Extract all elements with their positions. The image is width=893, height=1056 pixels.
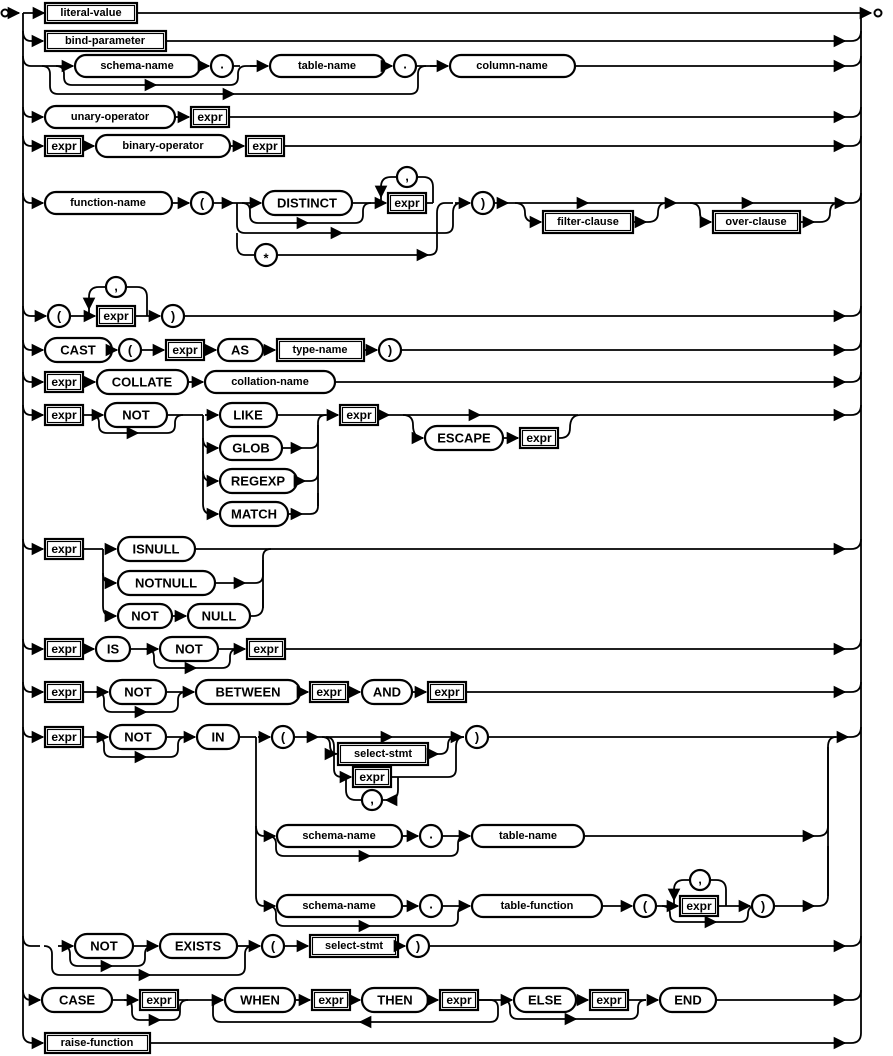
null-label: NULL bbox=[201, 608, 237, 624]
node-filter-clause[interactable] bbox=[543, 211, 633, 233]
node-expr[interactable] bbox=[246, 136, 284, 156]
alt-null-tests bbox=[23, 537, 861, 628]
node-close-paren bbox=[407, 935, 429, 957]
schema-name-label: schema-name bbox=[100, 60, 174, 72]
diagram-rails bbox=[2, 10, 882, 1044]
expr-label: expr bbox=[197, 110, 223, 124]
match-label: MATCH bbox=[231, 506, 277, 522]
node-expr[interactable] bbox=[353, 767, 391, 787]
node-in bbox=[197, 725, 239, 749]
node-comma bbox=[690, 870, 710, 890]
expr-label: expr bbox=[51, 139, 77, 153]
operator-collect-rail bbox=[318, 415, 326, 506]
node-type-name[interactable] bbox=[277, 339, 364, 361]
expr-label: expr bbox=[394, 196, 420, 210]
left-rail bbox=[23, 13, 33, 1043]
node-expr[interactable] bbox=[45, 639, 83, 659]
alt-column-reference bbox=[23, 55, 861, 94]
exists-label: EXISTS bbox=[174, 938, 222, 954]
node-bind-parameter[interactable] bbox=[45, 31, 166, 51]
node-unary-operator bbox=[45, 106, 175, 128]
not-label: NOT bbox=[90, 938, 118, 954]
in-collect-rail bbox=[828, 737, 836, 826]
close-paren-label: ) bbox=[415, 938, 421, 954]
alt-case bbox=[23, 988, 861, 1022]
node-glob bbox=[220, 436, 282, 460]
expr-label: expr bbox=[316, 685, 342, 699]
null-collect-rail bbox=[263, 549, 271, 608]
select-stmt-label: select-stmt bbox=[324, 940, 384, 952]
node-column-name bbox=[450, 55, 575, 77]
node-regexp bbox=[220, 469, 297, 493]
close-paren-label: ) bbox=[760, 898, 766, 914]
node-expr[interactable] bbox=[45, 136, 83, 156]
expr-label: expr bbox=[252, 139, 278, 153]
expr-label: expr bbox=[103, 309, 129, 323]
node-collation-name bbox=[205, 371, 335, 393]
when-label: WHEN bbox=[240, 992, 280, 1008]
node-like bbox=[220, 403, 277, 427]
alt-function-call bbox=[23, 167, 861, 266]
operator-branch-rail bbox=[203, 415, 218, 514]
node-between bbox=[196, 680, 300, 704]
open-paren-label: ( bbox=[199, 195, 205, 211]
node-open-paren bbox=[48, 305, 70, 327]
is-label: IS bbox=[106, 641, 120, 657]
table-name-label: table-name bbox=[498, 830, 558, 842]
close-paren-label: ) bbox=[387, 342, 393, 358]
alt-exists bbox=[23, 934, 861, 975]
binary-operator-label: binary-operator bbox=[122, 140, 204, 152]
expr-label: expr bbox=[172, 343, 198, 357]
notnull-label: NOTNULL bbox=[134, 575, 198, 591]
node-close-paren bbox=[379, 339, 401, 361]
else-label: ELSE bbox=[528, 992, 562, 1008]
not-label: NOT bbox=[124, 684, 152, 700]
node-close-paren bbox=[162, 305, 184, 327]
node-open-paren bbox=[262, 935, 284, 957]
open-paren-label: ( bbox=[280, 729, 286, 745]
node-not bbox=[160, 637, 218, 661]
alt-in bbox=[23, 725, 861, 926]
schema-name-label: schema-name bbox=[302, 900, 376, 912]
node-function-name bbox=[45, 192, 172, 214]
node-expr[interactable] bbox=[97, 306, 135, 326]
node-and bbox=[362, 680, 412, 704]
dot-label: . bbox=[429, 826, 433, 842]
expr-label: expr bbox=[51, 730, 77, 744]
node-star bbox=[255, 244, 277, 266]
node-expr[interactable] bbox=[590, 990, 628, 1010]
node-case bbox=[42, 988, 112, 1012]
expr-label: expr bbox=[434, 685, 460, 699]
node-expr[interactable] bbox=[388, 193, 426, 213]
node-dot-4 bbox=[420, 895, 442, 917]
expr-label: expr bbox=[446, 993, 472, 1007]
unary-operator-label: unary-operator bbox=[70, 111, 150, 123]
alt-cast bbox=[23, 338, 861, 362]
node-expr[interactable] bbox=[520, 428, 558, 448]
expr-label: expr bbox=[51, 375, 77, 389]
in-label: IN bbox=[211, 729, 225, 745]
alt-binary bbox=[23, 135, 861, 157]
comma-label: , bbox=[698, 871, 702, 887]
not-label: NOT bbox=[175, 641, 203, 657]
table-name-label: table-name bbox=[297, 60, 357, 72]
node-expr[interactable] bbox=[428, 682, 466, 702]
close-paren-label: ) bbox=[474, 729, 480, 745]
node-open-paren bbox=[634, 895, 656, 917]
case-label: CASE bbox=[58, 992, 96, 1008]
expr-label: expr bbox=[146, 993, 172, 1007]
node-not bbox=[118, 604, 172, 628]
over-clause-label: over-clause bbox=[725, 216, 787, 228]
open-paren-label: ( bbox=[642, 898, 648, 914]
expr-label: expr bbox=[526, 431, 552, 445]
type-name-label: type-name bbox=[292, 344, 348, 356]
node-is bbox=[96, 637, 130, 661]
comma-label: , bbox=[370, 791, 374, 807]
between-label: BETWEEN bbox=[215, 684, 281, 700]
node-expr[interactable] bbox=[247, 639, 285, 659]
node-null bbox=[188, 604, 250, 628]
cast-label: CAST bbox=[60, 342, 96, 358]
node-table-name bbox=[472, 825, 584, 847]
node-expr[interactable] bbox=[440, 990, 478, 1010]
node-open-paren bbox=[119, 339, 141, 361]
node-expr[interactable] bbox=[680, 896, 718, 916]
expr-label: expr bbox=[51, 642, 77, 656]
collation-name-label: collation-name bbox=[231, 376, 309, 388]
node-open-paren bbox=[272, 726, 294, 748]
node-comma bbox=[362, 790, 382, 810]
node-close-paren bbox=[472, 192, 494, 214]
node-not bbox=[105, 403, 167, 427]
node-raise-function[interactable] bbox=[45, 1033, 150, 1053]
node-then bbox=[362, 988, 428, 1012]
node-not bbox=[110, 680, 166, 704]
node-dot-1 bbox=[211, 55, 233, 77]
node-end bbox=[660, 988, 716, 1012]
alt-is bbox=[23, 637, 861, 668]
table-function-label: table-function bbox=[500, 900, 574, 912]
expr-label: expr bbox=[686, 899, 712, 913]
node-expr[interactable] bbox=[45, 682, 83, 702]
node-close-paren bbox=[752, 895, 774, 917]
node-over-clause[interactable] bbox=[713, 211, 800, 233]
node-dot-2 bbox=[394, 55, 416, 77]
node-else bbox=[514, 988, 576, 1012]
expr-label: expr bbox=[51, 408, 77, 422]
and-label: AND bbox=[372, 684, 402, 700]
node-not bbox=[110, 725, 166, 749]
open-paren-label: ( bbox=[270, 938, 276, 954]
node-expr[interactable] bbox=[45, 372, 83, 392]
not-label: NOT bbox=[122, 407, 150, 423]
node-select-stmt[interactable] bbox=[310, 935, 398, 957]
comma-label: , bbox=[405, 168, 409, 184]
node-binary-operator bbox=[96, 135, 230, 157]
expr-label: expr bbox=[253, 642, 279, 656]
star-label: * bbox=[263, 250, 269, 266]
node-distinct bbox=[263, 191, 352, 215]
close-paren-label: ) bbox=[170, 308, 176, 324]
node-dot-3 bbox=[420, 825, 442, 847]
node-match bbox=[220, 502, 288, 526]
node-expr[interactable] bbox=[140, 990, 178, 1010]
node-isnull bbox=[118, 537, 195, 561]
regexp-label: REGEXP bbox=[230, 473, 286, 489]
node-select-stmt[interactable] bbox=[338, 743, 428, 765]
node-not bbox=[75, 934, 133, 958]
node-expr[interactable] bbox=[312, 990, 350, 1010]
alt-unary bbox=[23, 106, 861, 128]
node-literal-value[interactable] bbox=[45, 3, 137, 23]
function-name-label: function-name bbox=[70, 197, 146, 209]
end-label: END bbox=[674, 992, 702, 1008]
alt-literal-value bbox=[23, 3, 861, 23]
distinct-label: DISTINCT bbox=[277, 195, 337, 211]
node-notnull bbox=[118, 571, 215, 595]
raise-function-label: raise-function bbox=[60, 1037, 134, 1049]
node-expr[interactable] bbox=[45, 727, 83, 747]
filter-clause-label: filter-clause bbox=[557, 216, 619, 228]
schema-name-label: schema-name bbox=[302, 830, 376, 842]
node-as bbox=[218, 339, 263, 361]
exit-terminal-circle bbox=[875, 10, 882, 17]
alt-raise-function bbox=[33, 1033, 861, 1053]
dot-label: . bbox=[220, 56, 224, 72]
node-table-name bbox=[270, 55, 385, 77]
node-open-paren bbox=[191, 192, 213, 214]
as-label: AS bbox=[230, 342, 250, 358]
node-schema-name bbox=[277, 895, 402, 917]
node-exists bbox=[160, 934, 237, 958]
expr-label: expr bbox=[318, 993, 344, 1007]
expr-label: expr bbox=[346, 408, 372, 422]
node-expr[interactable] bbox=[310, 682, 348, 702]
open-paren-label: ( bbox=[56, 308, 62, 324]
expr-label: expr bbox=[51, 685, 77, 699]
node-comma bbox=[106, 277, 126, 297]
node-close-paren bbox=[466, 726, 488, 748]
alt-between bbox=[23, 680, 861, 712]
node-when bbox=[225, 988, 295, 1012]
alt-like-glob-regexp-match bbox=[23, 403, 861, 526]
node-collate bbox=[97, 370, 188, 394]
like-label: LIKE bbox=[233, 407, 263, 423]
entry-terminal-circle bbox=[2, 10, 9, 17]
not-label: NOT bbox=[124, 729, 152, 745]
node-table-function bbox=[472, 895, 602, 917]
alt-paren-expr-list bbox=[23, 277, 861, 327]
node-escape bbox=[425, 426, 503, 450]
select-stmt-label: select-stmt bbox=[353, 748, 413, 760]
node-expr[interactable] bbox=[166, 340, 204, 360]
node-comma bbox=[397, 167, 417, 187]
not-label: NOT bbox=[131, 608, 159, 624]
node-expr[interactable] bbox=[45, 405, 83, 425]
alt-bind-parameter bbox=[23, 31, 861, 51]
dot-label: . bbox=[403, 56, 407, 72]
node-expr[interactable] bbox=[191, 107, 229, 127]
escape-label: ESCAPE bbox=[437, 430, 491, 446]
bind-parameter-label: bind-parameter bbox=[64, 35, 146, 47]
open-paren-label: ( bbox=[127, 342, 133, 358]
then-label: THEN bbox=[377, 992, 413, 1008]
node-cast bbox=[45, 338, 112, 362]
node-schema-name bbox=[277, 825, 402, 847]
expr-label: expr bbox=[596, 993, 622, 1007]
isnull-label: ISNULL bbox=[132, 541, 180, 557]
in-branch-rail bbox=[256, 737, 264, 906]
literal-value-label: literal-value bbox=[60, 7, 122, 19]
expr-label: expr bbox=[51, 542, 77, 556]
column-name-label: column-name bbox=[476, 60, 548, 72]
comma-label: , bbox=[114, 278, 118, 294]
dot-label: . bbox=[429, 896, 433, 912]
expr-label: expr bbox=[359, 770, 385, 784]
node-schema-name bbox=[75, 55, 200, 77]
node-expr[interactable] bbox=[340, 405, 378, 425]
node-expr[interactable] bbox=[45, 539, 83, 559]
glob-label: GLOB bbox=[232, 440, 270, 456]
alt-collate bbox=[23, 370, 861, 394]
close-paren-label: ) bbox=[480, 195, 486, 211]
collate-label: COLLATE bbox=[111, 374, 173, 390]
